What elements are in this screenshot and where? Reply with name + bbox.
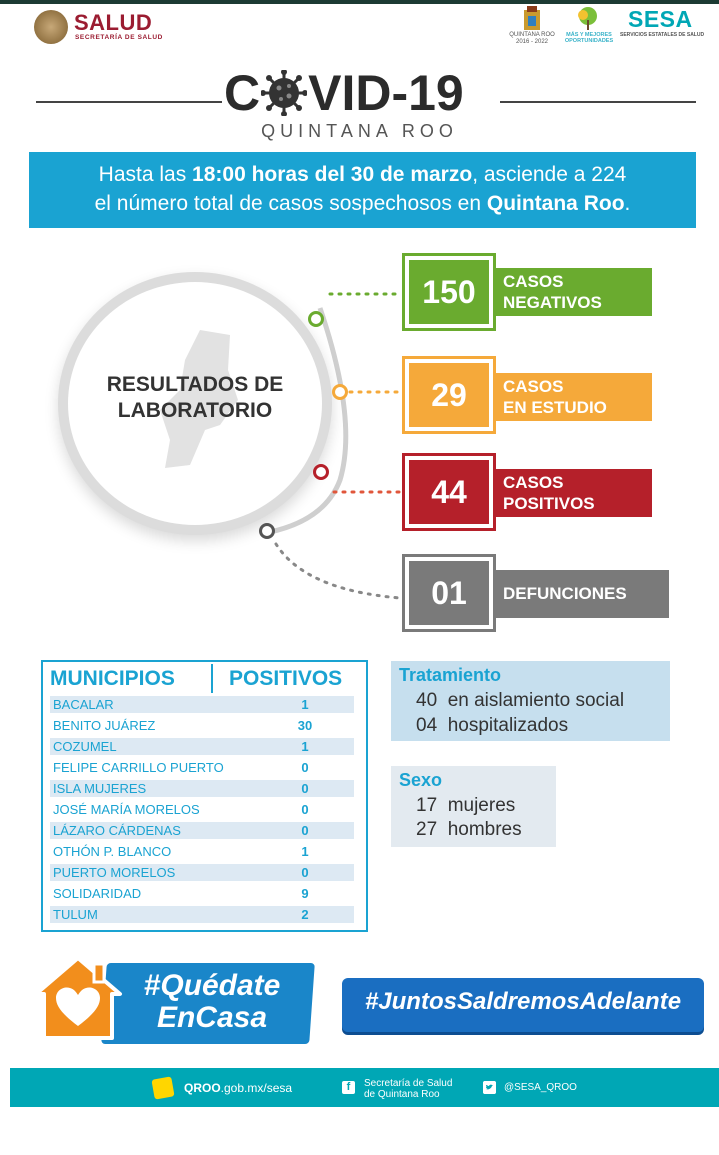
banner-text: , asciende a 224: [472, 163, 627, 186]
facebook-icon: f: [342, 1081, 355, 1094]
mym-text: [562, 32, 616, 44]
qroo-web-icon: [151, 1076, 174, 1099]
dot-positivos: [313, 464, 329, 480]
sexo-title: Sexo: [399, 770, 443, 790]
mym-label-2: OPORTUNIDADES: [564, 38, 614, 44]
row-positivos: 9: [301, 886, 309, 901]
stat-estudio-value: 29: [405, 359, 493, 431]
stat-label-line-1: CASOS: [503, 377, 564, 396]
quedate-line-2: EnCasa: [156, 1001, 268, 1034]
sesa-title: SESA: [628, 6, 693, 32]
row-positivos: 30: [297, 718, 313, 733]
row-positivos: 1: [301, 844, 309, 859]
title-rule-right: [500, 101, 696, 103]
table-header-municipios: MUNICIPIOS: [50, 667, 175, 690]
title-part-c: C: [224, 65, 261, 121]
top-strip: [0, 0, 719, 4]
quintana-roo-logo: [516, 4, 548, 32]
table-row: [50, 885, 354, 902]
banner-text: .: [624, 192, 631, 215]
row-positivos: 0: [301, 865, 309, 880]
row-municipio: BENITO JUÁREZ: [53, 718, 156, 733]
table-row: [50, 906, 354, 923]
row-positivos: 2: [301, 907, 309, 922]
stat-label-line-2: POSITIVOS: [503, 494, 595, 513]
row-positivos: 0: [301, 802, 309, 817]
row-municipio: SOLIDARIDAD: [53, 886, 142, 901]
table-row: [50, 717, 354, 734]
footer-facebook-line-2: de Quintana Roo: [364, 1089, 440, 1100]
row-positivos: 0: [301, 823, 309, 838]
stat-label-line-2: NEGATIVOS: [503, 293, 602, 312]
table-row: [50, 759, 354, 776]
tree-icon: [573, 6, 603, 30]
footer-twitter-link[interactable]: @SESA_QROO: [504, 1082, 577, 1093]
dot-defunciones: [259, 523, 275, 539]
row-municipio: TULUM: [53, 907, 98, 922]
sesa-subtitle: SERVICIOS ESTATALES DE SALUD: [620, 32, 705, 38]
dot-negativos: [308, 311, 324, 327]
table-row: [50, 801, 354, 818]
tratamiento-hospitalizados: 04 hospitalizados: [416, 715, 569, 736]
table-row: [50, 864, 354, 881]
tratamiento-aislamiento: 40 en aislamiento social: [416, 690, 625, 711]
table-header-divider: [211, 664, 213, 693]
mym-label-1: MÁS Y MEJORES: [566, 32, 612, 38]
footer-website-rest: .gob.mx/sesa: [220, 1081, 293, 1095]
table-row: [50, 738, 354, 755]
banner-state: Quintana Roo: [486, 192, 625, 215]
stat-defunciones-value: 01: [405, 557, 493, 629]
quedate-hashtag: [122, 970, 302, 1034]
row-positivos: 0: [301, 760, 309, 775]
salud-subtitle: SECRETARÍA DE SALUD: [75, 34, 163, 41]
stat-estudio-label: [485, 373, 652, 421]
row-municipio: COZUMEL: [53, 739, 117, 754]
banner-text: Hasta las: [98, 163, 193, 186]
row-positivos: 1: [301, 739, 309, 754]
sexo-mujeres: 17 mujeres: [416, 795, 516, 816]
footer-website-bold: QROO: [184, 1081, 221, 1095]
row-municipio: ISLA MUJERES: [53, 781, 147, 796]
row-municipio: BACALAR: [53, 697, 114, 712]
table-row: [50, 843, 354, 860]
title-part-vid19: VID-19: [308, 65, 464, 121]
row-municipio: FELIPE CARRILLO PUERTO: [53, 760, 224, 775]
juntos-hashtag: #JuntosSaldremosAdelante: [364, 988, 682, 1015]
banner-date: 18:00 horas del 30 de marzo: [192, 163, 473, 186]
stat-positivos-label: [485, 469, 652, 517]
stat-label-line-1: DEFUNCIONES: [503, 584, 627, 603]
banner-text: el número total de casos sospechosos en: [94, 192, 487, 215]
title-rule-left: [36, 101, 222, 103]
row-positivos: 0: [301, 781, 309, 796]
table-row: [50, 822, 354, 839]
dot-estudio: [332, 384, 348, 400]
footer-facebook-link[interactable]: [364, 1078, 452, 1100]
lab-label-line-1: RESULTADOS DE: [106, 373, 284, 396]
quedate-line-1: #Quédate: [143, 969, 281, 1002]
stat-label-line-1: CASOS: [503, 272, 564, 291]
quintana-roo-years: 2016 - 2022: [515, 39, 549, 45]
sexo-hombres: 27 hombres: [416, 819, 522, 840]
stat-defunciones-label: [485, 570, 669, 618]
twitter-icon: [483, 1081, 496, 1094]
salud-title: SALUD: [74, 10, 153, 35]
page-title: [224, 64, 464, 122]
stat-negativos-value: 150: [405, 256, 493, 328]
lab-label: [85, 372, 305, 424]
row-municipio: PUERTO MORELOS: [53, 865, 176, 880]
stat-negativos-label: [485, 268, 652, 316]
stat-positivos-value: 44: [405, 456, 493, 528]
row-municipio: LÁZARO CÁRDENAS: [53, 823, 181, 838]
row-positivos: 1: [301, 697, 309, 712]
banner-line-2: [29, 189, 696, 218]
stat-label-line-2: EN ESTUDIO: [503, 398, 607, 417]
row-municipio: OTHÓN P. BLANCO: [53, 844, 172, 859]
stat-label-line-1: CASOS: [503, 473, 564, 492]
quintana-roo-label: QUINTANA ROO: [509, 32, 555, 38]
summary-banner: [29, 152, 696, 228]
lab-label-line-2: LABORATORIO: [117, 399, 273, 422]
quintana-roo-text: [506, 32, 558, 46]
footer-facebook-line-1: Secretaría de Salud: [364, 1078, 453, 1089]
house-heart-icon: [32, 954, 124, 1042]
banner-line-1: [29, 160, 696, 189]
row-municipio: JOSÉ MARÍA MORELOS: [53, 802, 200, 817]
table-row: [50, 696, 354, 713]
tratamiento-title: Tratamiento: [399, 665, 502, 685]
table-row: [50, 780, 354, 797]
salud-seal-logo: [34, 10, 68, 44]
virus-icon: [261, 70, 307, 116]
table-header-positivos: POSITIVOS: [229, 667, 343, 690]
footer-website-link[interactable]: [184, 1081, 292, 1095]
page-subtitle: QUINTANA ROO: [261, 121, 458, 141]
